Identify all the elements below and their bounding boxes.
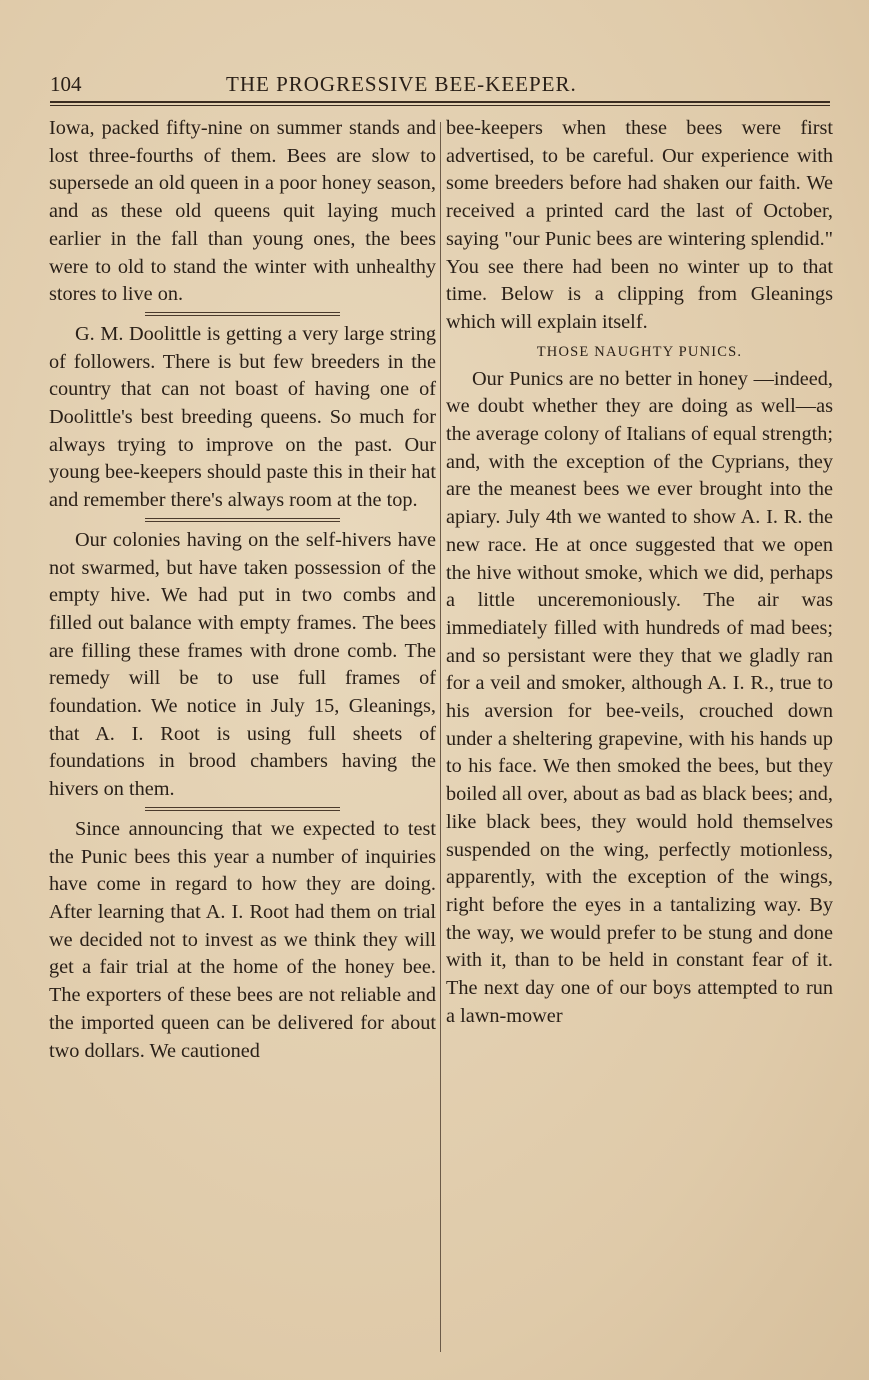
left-paragraph-3: Our colonies having on the self-hivers have not swarmed, but have taken possession of the empty hive. We had put in two combs and filled out balance with empty frames. The bees are filling these frames with drone comb. The remedy will be to use full frames of foundation. We notice in July 15, Gleanings, that A. I. Root is using full sheets of foundations in brood chambers having the hivers on them. bbox=[49, 528, 436, 801]
right-paragraph-1: bee-keepers when these bees were first advertised, to be careful. Our experience with some breeders before had shaken our faith. We received a printed card the last of October, saying "our Punic bees are wintering splendid." You see there had been no winter up to that time. Below is a clipping from Gleanings which will explain itself. bbox=[446, 117, 833, 333]
journal-title: THE PROGRESSIVE BEE-KEEPER. bbox=[226, 72, 577, 96]
page-number: 104 bbox=[50, 72, 82, 96]
section-divider bbox=[145, 518, 340, 522]
header-rule bbox=[50, 101, 830, 106]
page-header bbox=[50, 72, 830, 102]
left-paragraph-2: G. M. Doolittle is getting a very large string of followers. There is but few breeders in the country that can not boast of having one of Doolittle's best breeding queens. So much for always trying to improve on the past. Our young bee-keepers should paste this in their hat and remember there's always room at the top. bbox=[49, 322, 436, 512]
clipping-heading: THOSE NAUGHTY PUNICS. bbox=[536, 343, 743, 360]
section-divider bbox=[145, 807, 340, 811]
left-paragraph-4: Since announcing that we expected to test the Punic bees this year a number of inquiries have come in regard to how they are doing. After learning that A. I. Root had them on trial we decided not to invest as we think they will get a fair trial at the home of the honey bee. The exporters of these bees are not reliable and the imported queen can be delivered for about two dollars. We cautioned bbox=[49, 817, 436, 1062]
column-divider bbox=[440, 122, 441, 1352]
right-column bbox=[446, 115, 833, 1031]
right-paragraph-2: Our Punics are no better in honey —indeed, we doubt whether they are doing as well—as the average colony of Italians of equal strength; and, with the exception of the Cyprians, they are the meanest bees we ever brought into the apiary. July 4th we wanted to show A. I. R. the new race. He at once suggested that we open the hive without smoke, which we did, perhaps a little unceremoniously. The air was immediately filled with hundreds of mad bees; and so persistant were they that we gladly ran for a veil and smoker, although A. I. R., true to his aversion for bee-veils, crouched down under a sheltering grapevine, with his hands up to his face. We then smoked the bees, but they boiled all over, about as bad as black bees; and, like black bees, they would hold themselves suspended on the wing, perfectly motionless, apparently, with the exception of the wings, right before the eyes in a tantalizing way. By the way, we would prefer to be stung and done with it, than to be held in constant fear of it. The next day one of our boys attempted to run a lawn-mower bbox=[446, 367, 833, 1027]
section-divider bbox=[145, 312, 340, 316]
left-column bbox=[49, 115, 436, 1065]
left-paragraph-1: Iowa, packed fifty-nine on summer stands and lost three-fourths of them. Bees are slow to supersede an old queen in a poor honey season, and as these old queens quit laying much earlier in the fall than young ones, the bees were to old to stand the winter with unhealthy stores to live on. bbox=[49, 117, 436, 306]
